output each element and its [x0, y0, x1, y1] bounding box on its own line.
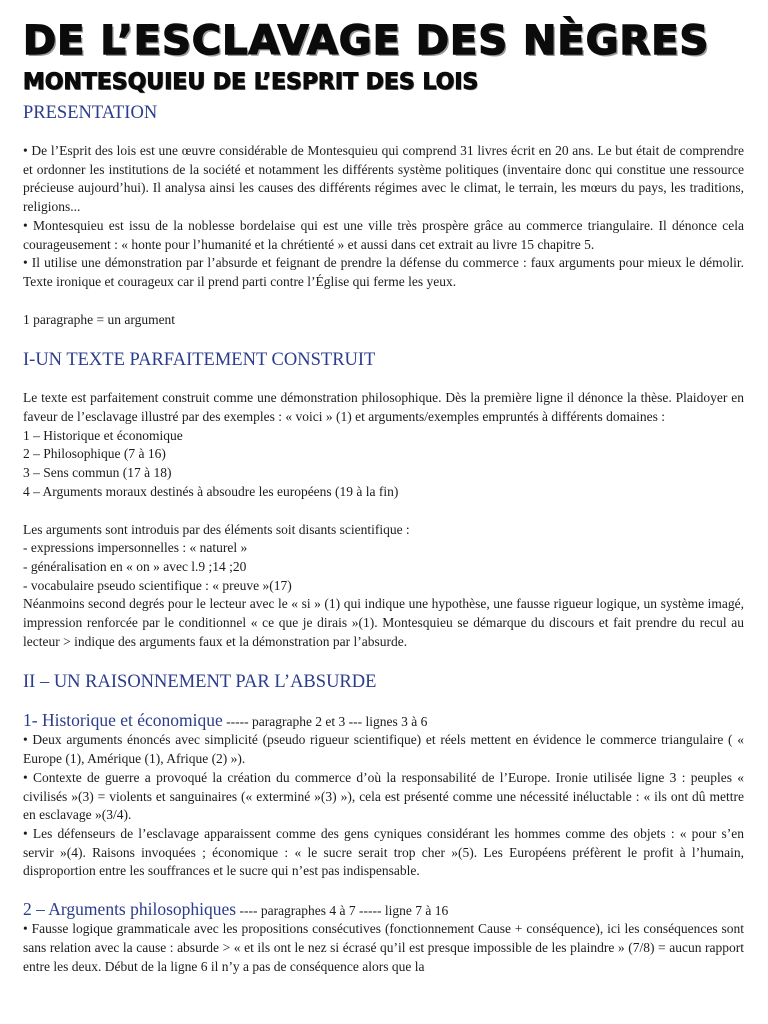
list-item: - expressions impersonnelles : « naturel » [23, 540, 248, 556]
subsection-1-title: 1- Historique et économique [23, 710, 223, 731]
list-item: - généralisation en « on » avec l.9 ;14 ;20 [23, 558, 247, 574]
list-item: 3 – Sens commun (17 à 18) [23, 465, 172, 481]
subsection-1-ref: ----- paragraphe 2 et 3 --- lignes 3 à 6 [222, 714, 428, 730]
section-1-intro-2: Les arguments sont introduis par des éléments soit disants scientifique : [23, 521, 410, 537]
section-2 [23, 671, 744, 976]
presentation-paragraph: • De l’Esprit des lois est une œuvre considérable de Montesquieu qui comprend 31 livres écrit en 20 ans. Le but était de comprendre et ordonner les institutions de la société et notamment les différents système politiques (inventaire donc qui constitue une ressource précieuse aujourd’hui). Il analysa ainsi les causes des différents régimes avec le climat, le terrain, les mœurs du pays, les traditions, religions... [23, 143, 744, 215]
list-item: 1 – Historique et économique [23, 427, 183, 443]
section-1 [23, 349, 744, 651]
list-item: - vocabulaire pseudo scientifique : « preuve »(17) [23, 577, 292, 593]
list-item: 4 – Arguments moraux destinés à absoudre les européens (19 à la fin) [23, 483, 399, 499]
section-1-intro: Le texte est parfaitement construit comme une démonstration philosophique. Dès la première ligne il dénonce la thèse. Plaidoyer en faveur de l’esclavage illustré par des exemples : « voici » (1) et arguments/exemples empruntés à différents domaines : [23, 390, 744, 425]
subsection-2-title: 2 – Arguments philosophiques [23, 899, 237, 920]
presentation-section [23, 102, 744, 329]
presentation-paragraph: • Montesquieu est issu de la noblesse bordelaise qui est une ville très prospère grâce au commerce triangulaire. Il dénonce cela courageusement : « honte pour l’humanité et la chrétienté » et aussi dans cet extrait au livre 15 chapitre 5. [23, 217, 744, 252]
subsection-2-heading [23, 900, 744, 920]
subsection-2-ref: ---- paragraphes 4 à 7 ----- ligne 7 à 16 [236, 903, 449, 919]
section-2-heading: II – UN RAISONNEMENT PAR L’ABSURDE [23, 672, 377, 693]
subsection-1-heading [23, 711, 744, 731]
subsection-1-paragraph: • Contexte de guerre a provoqué la création du commerce d’où la responsabilité de l’Europe. Ironie utilisée ligne 3 : peuples « civilisés »(3) = violents et sanguinaires (« exterminé »(3) »), cela est présenté comme une nécessité inéluctable : « ils ont dû mettre en esclavage »(3/4). [23, 769, 744, 823]
subsection-1-paragraph: • Les défenseurs de l’esclavage apparaissent comme des gens cyniques considérant les hommes comme des objets : « pour s’en servir »(4). Raisons invoquées ; économique : « le sucre serait trop cher »(5). Les Européens préfèrent le profit à l’humain, disproportion entre les souffrances et le sucre qui n’est pas indispensable. [23, 825, 744, 879]
document-title: DE L’ESCLAVAGE DES NÈGRES [23, 18, 710, 64]
document-subtitle: MONTESQUIEU DE L’ESPRIT DES LOIS [23, 70, 479, 95]
presentation-paragraph: • Il utilise une démonstration par l’absurde et feignant de prendre la défense du commerce : faux arguments pour mieux le démolir. Texte ironique et courageux car il prend parti contre l’Église qui ferme les yeux. [23, 255, 744, 289]
presentation-heading: PRESENTATION [23, 103, 158, 123]
section-1-conclusion: Néanmoins second degrés pour le lecteur avec le « si » (1) qui indique une hypothèse, une fausse rigueur logique, un système imagé, impression renforcée par le conditionnel « ce que je dirais »(1). Montesquieu se démarque du discours et fait prendre du recul au lecteur > indique des arguments faux et la démonstration par l’absurde. [23, 596, 744, 649]
subsection-2-paragraph: • Fausse logique grammaticale avec les propositions consécutives (fonctionnement Cause + conséquence), ici les conséquences sont sans relation avec la cause : absurde > « et ils ont le nez si écrasé qu’il est presque impossible de les plaindre » (7/8) = aucun rapport entre les deux. Début de la ligne 6 il n’y a pas de conséquence alors que la [23, 921, 744, 974]
presentation-body [23, 142, 744, 292]
section-1-heading: I-UN TEXTE PARFAITEMENT CONSTRUIT [23, 350, 376, 371]
list-item: 2 – Philosophique (7 à 16) [23, 446, 166, 462]
presentation-note: 1 paragraphe = un argument [23, 311, 176, 327]
subsection-1-paragraph: • Deux arguments énoncés avec simplicité (pseudo rigueur scientifique) et réels mettent en évidence le commerce triangulaire ( « Europe (1), Amérique (1), Afrique (2) »). [23, 732, 744, 767]
